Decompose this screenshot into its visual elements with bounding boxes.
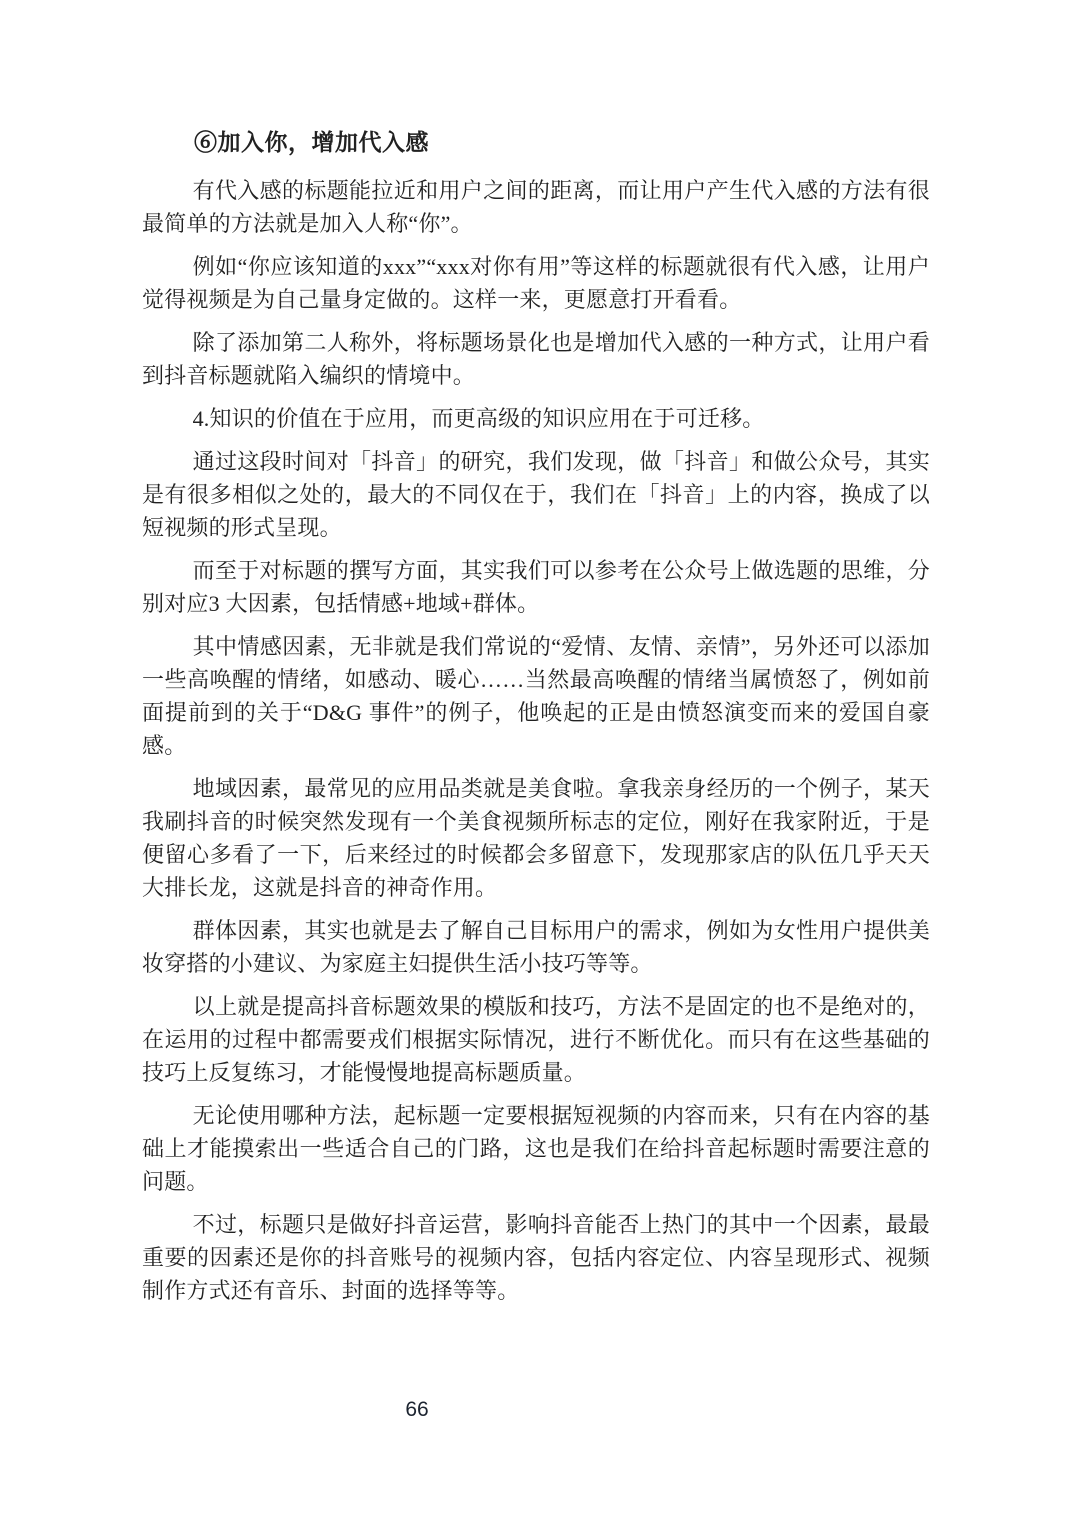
paragraph: 地域因素，最常见的应用品类就是美食啦。拿我亲身经历的一个例子，某天我刷抖音的时候突然发现有一个美食视频所标志的定位，刚好在我家附近，于是便留心多看了一下，后来经过的时候都会多留意下，发现那家店的队伍几乎天天大排长龙，这就是抖音的神奇作用。 [142,776,930,900]
paragraph: 有代入感的标题能拉近和用户之间的距离，而让用户产生代入感的方法有很最简单的方法就是加入人称“你”。 [142,178,930,236]
paragraph: 除了添加第二人称外，将标题场景化也是增加代入感的一种方式，让用户看到抖音标题就陷入编织的情境中。 [142,330,930,388]
paragraph: 不过，标题只是做好抖音运营，影响抖音能否上热门的其中一个因素，最最重要的因素还是你的抖音账号的视频内容，包括内容定位、内容呈现形式、视频制作方式还有音乐、封面的选择等等。 [142,1212,930,1303]
paragraph: 而至于对标题的撰写方面，其实我们可以参考在公众号上做选题的思维，分别对应3 大因素，包括情感+地域+群体。 [142,558,930,616]
paragraph: 例如“你应该知道的xxx”“xxx对你有用”等这样的标题就很有代入感，让用户觉得视频是为自己量身定做的。这样一来，更愿意打开看看。 [142,254,930,312]
paragraph: 通过这段时间对「抖音」的研究，我们发现，做「抖音」和做公众号，其实是有很多相似之处的，最大的不同仅在于，我们在「抖音」上的内容，换成了以短视频的形式呈现。 [142,449,930,540]
paragraph: 其中情感因素，无非就是我们常说的“爱情、友情、亲情”，另外还可以添加一些高唤醒的情绪，如感动、暖心……当然最高唤醒的情绪当属愤怒了，例如前面提前到的关于“D&G 事件”的例子，他唤起的正是由愤怒演变而来的爱国自豪感。 [142,634,930,758]
paragraph: 以上就是提高抖音标题效果的模版和技巧，方法不是固定的也不是绝对的，在运用的过程中都需要戎们根据实际情况，进行不断优化。而只有在这些基础的技巧上反复练习，才能慢慢地提高标题质量。 [142,994,930,1085]
page-number: 66 [405,1398,429,1421]
paragraph: 4.知识的价值在于应用，而更高级的知识应用在于可迁移。 [192,406,765,431]
paragraph: 无论使用哪种方法，起标题一定要根据短视频的内容而来，只有在内容的基础上才能摸索出一些适合自己的门路，这也是我们在给抖音起标题时需要注意的问题。 [142,1103,930,1194]
paragraph: 群体因素，其实也就是去了解自己目标用户的需求，例如为女性用户提供美妆穿搭的小建议、为家庭主妇提供生活小技巧等等。 [142,918,930,976]
page-content [142,126,930,1307]
section-heading: ⑥加入你，增加代入感 [194,130,429,155]
